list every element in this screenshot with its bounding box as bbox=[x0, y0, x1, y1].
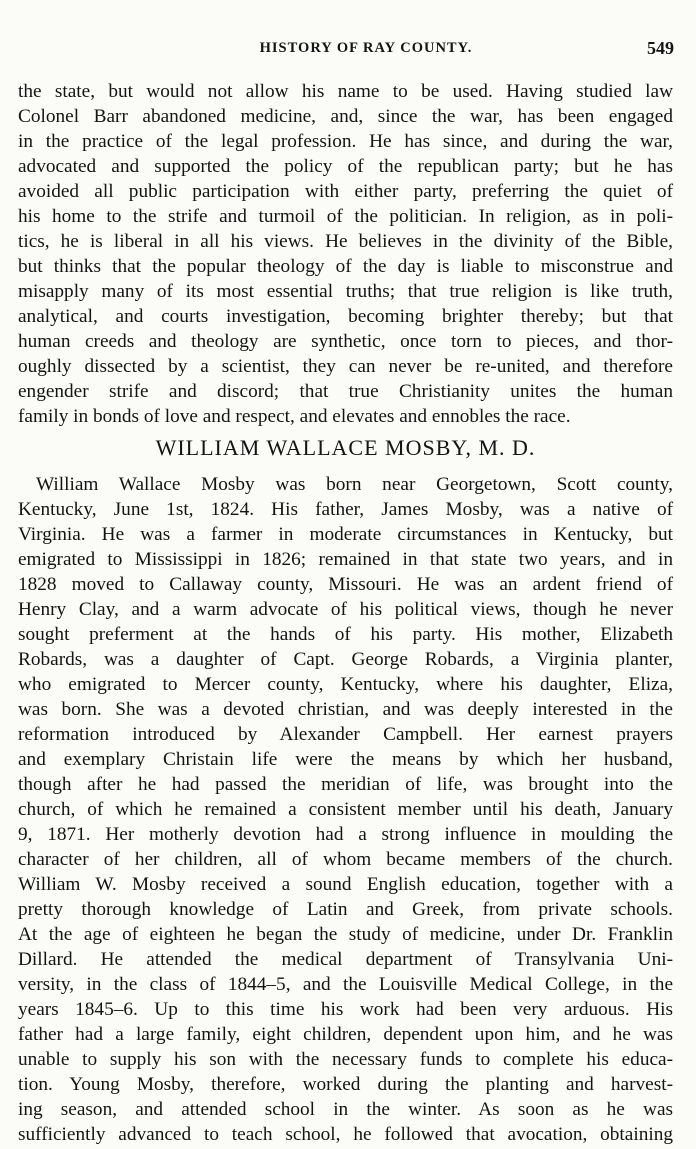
text-line: 1828 moved to Callaway county, Missouri. He was an ardent friend of bbox=[18, 574, 673, 595]
text-line: Dillard. He attended the medical department of Transylvania Uni- bbox=[18, 949, 673, 970]
text-line: tics, he is liberal in all his views. He believes in the divinity of the Bible, bbox=[18, 231, 673, 252]
text-line: though after he had passed the meridian of life, was brought into the bbox=[18, 774, 673, 795]
text-line: reformation introduced by Alexander Campbell. Her earnest prayers bbox=[18, 724, 673, 745]
text-line: William Wallace Mosby was born near Georgetown, Scott county, bbox=[36, 474, 673, 495]
text-line: emigrated to Mississippi in 1826; remained in that state two years, and in bbox=[18, 549, 673, 570]
text-line: but thinks that the popular theology of the day is liable to misconstrue and bbox=[18, 256, 673, 277]
text-line: Kentucky, June 1st, 1824. His father, James Mosby, was a native of bbox=[18, 499, 673, 520]
text-line: pretty thorough knowledge of Latin and Greek, from private schools. bbox=[18, 899, 673, 920]
text-line: oughly dissected by a scientist, they can never be re-united, and therefore bbox=[18, 356, 673, 377]
text-line: advocated and supported the policy of the republican party; but he has bbox=[18, 156, 673, 177]
text-line: 9, 1871. Her motherly devotion had a strong influence in moulding the bbox=[18, 824, 673, 845]
text-line: years 1845–6. Up to this time his work had been very arduous. His bbox=[18, 999, 673, 1020]
text-line: the state, but would not allow his name to be used. Having studied law bbox=[18, 81, 673, 102]
text-line: human creeds and theology are synthetic, once torn to pieces, and thor- bbox=[18, 331, 673, 352]
text-line: analytical, and courts investigation, becoming brighter thereby; but that bbox=[18, 306, 673, 327]
text-line: sufficiently advanced to teach school, he followed that avocation, obtaining bbox=[18, 1124, 673, 1145]
text-line: sought preferment at the hands of his party. His mother, Elizabeth bbox=[18, 624, 673, 645]
text-line: William W. Mosby received a sound English education, together with a bbox=[18, 874, 673, 895]
text-line: versity, in the class of 1844–5, and the Louisville Medical College, in the bbox=[18, 974, 673, 995]
text-line: Henry Clay, and a warm advocate of his political views, though he never bbox=[18, 599, 673, 620]
text-line: misapply many of its most essential truths; that true religion is like truth, bbox=[18, 281, 673, 302]
text-line: ing season, and attended school in the winter. As soon as he was bbox=[18, 1099, 673, 1120]
text-line: tion. Young Mosby, therefore, worked during the planting and harvest- bbox=[18, 1074, 673, 1095]
text-line: who emigrated to Mercer county, Kentucky, where his daughter, Eliza, bbox=[18, 674, 673, 695]
running-title: HISTORY OF RAY COUNTY. bbox=[259, 40, 473, 56]
text-line: Robards, was a daughter of Capt. George Robards, a Virginia planter, bbox=[18, 649, 673, 670]
text-line: avoided all public participation with either party, preferring the quiet of bbox=[18, 181, 673, 202]
text-line: unable to supply his son with the necessary funds to complete his educa- bbox=[18, 1049, 673, 1070]
text-line: Colonel Barr abandoned medicine, and, since the war, has been engaged bbox=[18, 106, 673, 127]
page-number: 549 bbox=[647, 38, 674, 58]
text-line: was born. She was a devoted christian, and was deeply interested in the bbox=[18, 699, 673, 720]
running-head bbox=[18, 40, 674, 66]
text-line: Virginia. He was a farmer in moderate circumstances in Kentucky, but bbox=[18, 524, 673, 545]
text-line: At the age of eighteen he began the study of medicine, under Dr. Franklin bbox=[18, 924, 673, 945]
text-line: his home to the strife and turmoil of the politician. In religion, as in poli- bbox=[18, 206, 673, 227]
text-line: family in bonds of love and respect, and elevates and ennobles the race. bbox=[18, 406, 571, 427]
section-heading: WILLIAM WALLACE MOSBY, M. D. bbox=[155, 435, 536, 460]
text-line: engender strife and discord; that true Christianity unites the human bbox=[18, 381, 673, 402]
text-line: and exemplary Christain life were the means by which her husband, bbox=[18, 749, 673, 770]
text-line: father had a large family, eight children, dependent upon him, and he was bbox=[18, 1024, 673, 1045]
text-line: church, of which he remained a consistent member until his death, January bbox=[18, 799, 673, 820]
text-line: character of her children, all of whom became members of the church. bbox=[18, 849, 673, 870]
text-line: in the practice of the legal profession. He has since, and during the war, bbox=[18, 131, 673, 152]
